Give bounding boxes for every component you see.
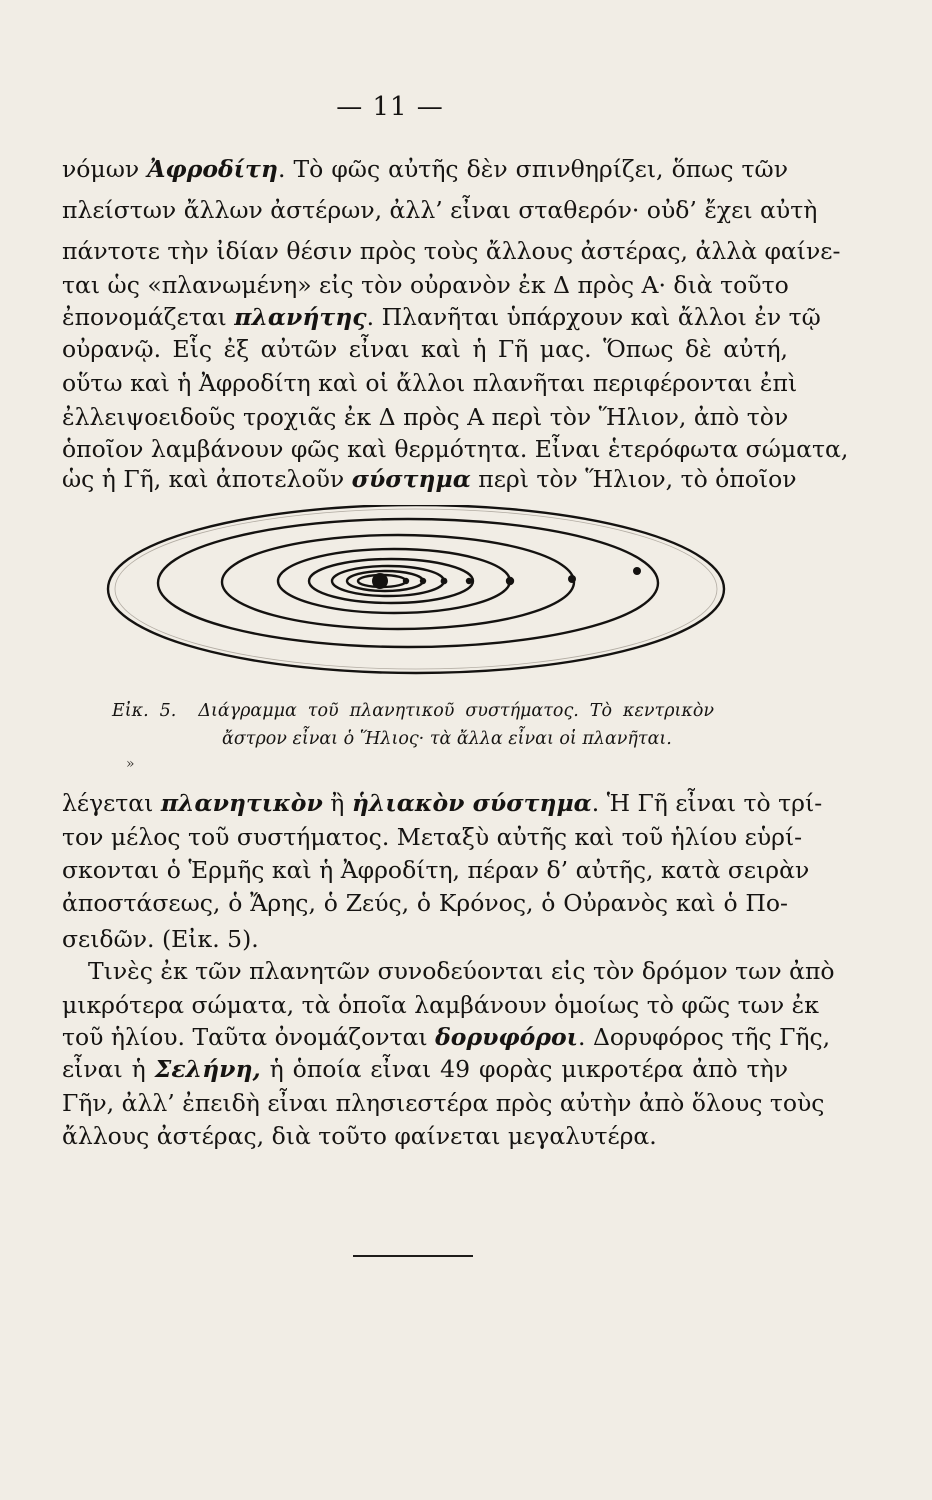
caption-label: Εἰκ. 5. bbox=[112, 701, 177, 721]
text-span: νόμων bbox=[62, 155, 148, 183]
text-line: ἄλλους ἀστέρας, διὰ τοῦτο φαίνεται μεγαλυτέρα. bbox=[62, 1122, 657, 1150]
emphasis-term: δορυφόροι bbox=[435, 1023, 578, 1051]
text-line bbox=[62, 1020, 831, 1054]
emphasis-term: πλανήτης bbox=[234, 303, 367, 331]
planet-venus-icon bbox=[420, 578, 426, 584]
text-span: . Πλανῆται ὑπάρχουν καὶ ἄλλοι ἐν τῷ bbox=[366, 303, 821, 331]
text-line: Τινὲς ἐκ τῶν πλανητῶν συνοδεύονται εἰς τὸν δρόμον των ἀπὸ bbox=[88, 957, 835, 985]
text-line: σκονται ὁ Ἑρμῆς καὶ ἡ Ἀφροδίτη, πέραν δ’ αὐτῆς, κατὰ σειρὰν bbox=[62, 856, 810, 884]
planetary-system-diagram bbox=[90, 505, 750, 685]
footer-rule bbox=[353, 1255, 473, 1257]
text-line: σειδῶν. (Εἰκ. 5). bbox=[62, 925, 259, 953]
text-line: ται ὡς «πλανωμένη» εἰς τὸν οὐρανὸν ἐκ Δ πρὸς Α· διὰ τοῦτο bbox=[62, 271, 789, 299]
text-span: περὶ τὸν Ἥλιον, τὸ ὁποῖον bbox=[470, 465, 797, 493]
stray-print-mark: » bbox=[126, 756, 135, 772]
text-span: ἡ ὁποία εἶναι 49 φορὰς μικροτέρα ἀπὸ τὴν bbox=[260, 1055, 789, 1083]
emphasis-term: Σελήνη, bbox=[154, 1055, 261, 1083]
planet-jupiter-icon bbox=[506, 577, 514, 585]
caption-text: Διάγραμμα τοῦ πλανητικοῦ συστήματος. Τὸ κεντρικὸν bbox=[198, 701, 714, 721]
text-line: οὕτω καὶ ἡ Ἀφροδίτη καὶ οἱ ἄλλοι πλανῆται περιφέρονται ἐπὶ bbox=[62, 369, 798, 397]
text-line bbox=[62, 786, 823, 820]
text-span: ἢ bbox=[322, 789, 352, 817]
text-line: οὐρανῷ. Εἷς ἐξ αὐτῶν εἶναι καὶ ἡ Γῆ μας. Ὅπως δὲ αὐτή, bbox=[62, 335, 788, 363]
emphasis-term: Ἀφροδίτη bbox=[147, 155, 278, 183]
emphasis-term: πλανητικὸν bbox=[160, 789, 323, 817]
text-span: εἶναι ἡ bbox=[62, 1055, 155, 1083]
text-span: ὡς ἡ Γῆ, καὶ ἀποτελοῦν bbox=[62, 465, 352, 493]
text-line: ὁποῖον λαμβάνουν φῶς καὶ θερμότητα. Εἶναι ἑτερόφωτα σώματα, bbox=[62, 435, 849, 463]
text-span: τοῦ ἡλίου. Ταῦτα ὀνομάζονται bbox=[62, 1023, 436, 1051]
text-line bbox=[62, 1052, 788, 1086]
text-line: ἐλλειψοειδοῦς τροχιᾶς ἐκ Δ πρὸς Α περὶ τὸν Ἥλιον, ἀπὸ τὸν bbox=[62, 403, 789, 431]
sun-icon bbox=[372, 573, 388, 589]
text-line bbox=[62, 152, 788, 186]
planet-mercury-icon bbox=[403, 578, 409, 584]
text-span: . Δορυφόρος τῆς Γῆς, bbox=[578, 1023, 831, 1051]
planet-uranus-icon bbox=[633, 567, 641, 575]
planet-earth-icon bbox=[441, 578, 448, 585]
text-line: ἀποστάσεως, ὁ Ἄρης, ὁ Ζεύς, ὁ Κρόνος, ὁ Οὐρανὸς καὶ ὁ Πο- bbox=[62, 889, 788, 917]
emphasis-term: σύστημα bbox=[351, 465, 471, 493]
text-line: Γῆν, ἀλλ’ ἐπειδὴ εἶναι πλησιεστέρα πρὸς αὐτὴν ἀπὸ ὅλους τοὺς bbox=[62, 1089, 825, 1117]
caption-line: ἄστρον εἶναι ὁ Ἥλιος· τὰ ἄλλα εἶναι οἱ πλανῆται. bbox=[222, 729, 672, 749]
text-line: μικρότερα σώματα, τὰ ὁποῖα λαμβάνουν ὁμοίως τὸ φῶς των ἐκ bbox=[62, 991, 819, 1019]
caption-line bbox=[112, 697, 714, 725]
page-number: — 11 — bbox=[336, 92, 444, 122]
text-span: . Ἡ Γῆ εἶναι τὸ τρί- bbox=[591, 789, 823, 817]
text-line: πλείστων ἄλλων ἀστέρων, ἀλλ’ εἶναι σταθερόν· οὐδ’ ἔχει αὐτὴ bbox=[62, 196, 818, 224]
text-span: λέγεται bbox=[62, 789, 161, 817]
text-span: ἐπονομάζεται bbox=[62, 303, 235, 331]
text-span: . Τὸ φῶς αὐτῆς δὲν σπινθηρίζει, ὅπως τῶν bbox=[277, 155, 788, 183]
text-line bbox=[62, 462, 797, 496]
text-line: πάντοτε τὴν ἰδίαν θέσιν πρὸς τοὺς ἄλλους ἀστέρας, ἀλλὰ φαίνε- bbox=[62, 237, 841, 265]
text-line bbox=[62, 300, 821, 334]
text-line: τον μέλος τοῦ συστήματος. Μεταξὺ αὐτῆς καὶ τοῦ ἡλίου εὑρί- bbox=[62, 823, 803, 851]
planet-saturn-icon bbox=[568, 575, 576, 583]
emphasis-term: ἡλιακὸν σύστημα bbox=[351, 789, 592, 817]
planet-mars-icon bbox=[466, 578, 472, 584]
